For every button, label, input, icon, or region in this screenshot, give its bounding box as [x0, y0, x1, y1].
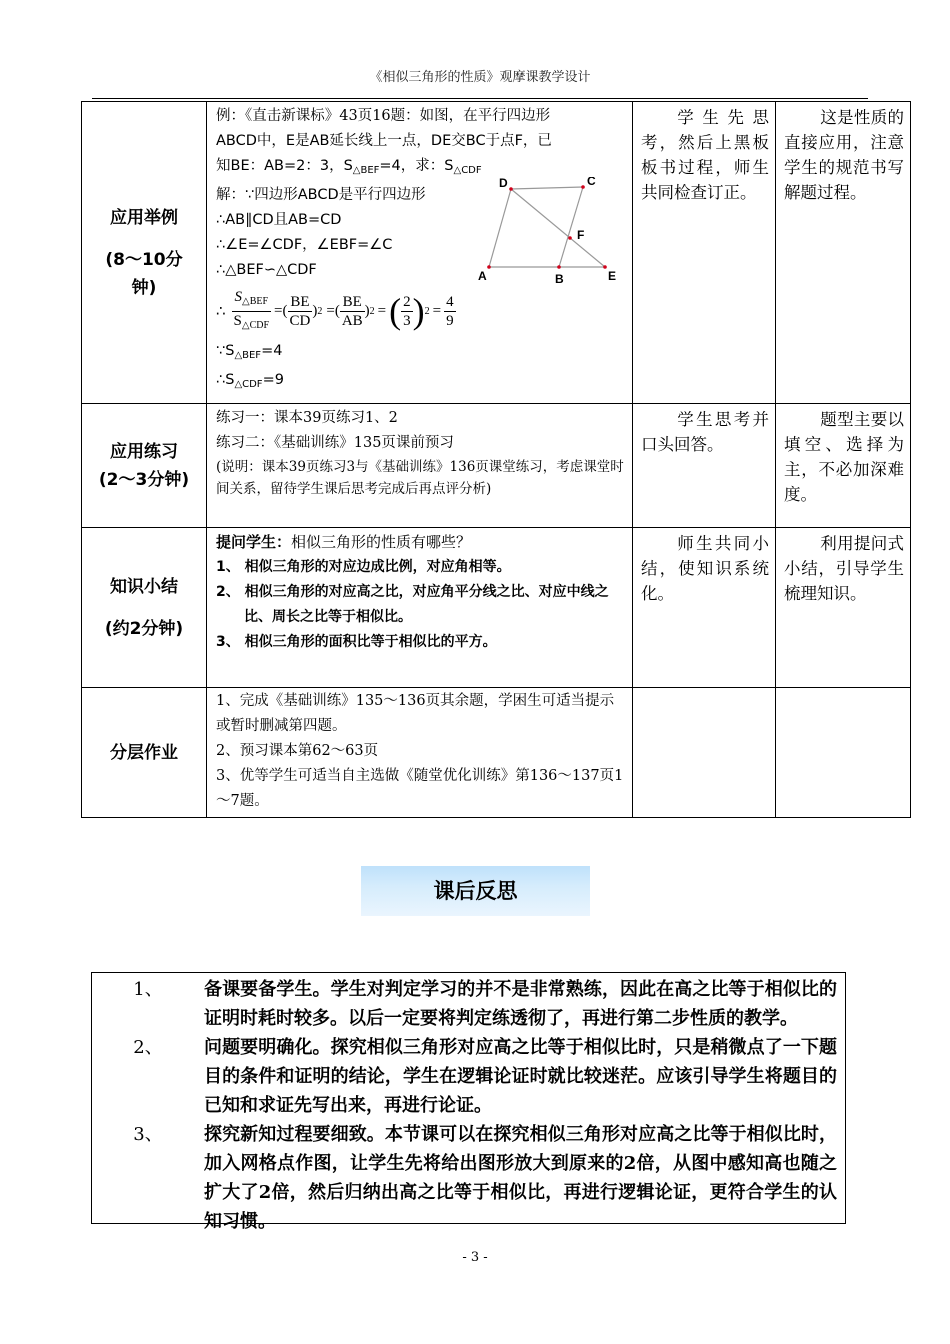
homework-intent	[776, 688, 911, 818]
summary-label-cell	[82, 528, 207, 688]
homework-label-cell	[82, 688, 207, 818]
answer-area: $\therefore S_{\triangle CDF}=9$	[216, 372, 284, 390]
homework-content-cell	[207, 688, 633, 818]
reflection-item	[92, 1033, 837, 1120]
homework-line-1: 1、完成《基础训练》135～136页其余题，学困生可适当提示或暂时删减第四题。	[216, 693, 615, 734]
example-label: 应用举例	[110, 207, 178, 228]
reflection-number: 1、	[133, 979, 163, 1000]
problem-line-1: 例：《直击新课标》43页16题：如图，在平行四边形	[216, 108, 551, 124]
homework-activity	[633, 688, 776, 818]
area-ratio-fraction: $\frac{S_{\triangle BEF}}{S_{\triangle CDF}}$	[233, 288, 270, 331]
solution-line-1: 解：∵四边形ABCD是平行四边形	[216, 187, 426, 203]
ratio-equation: ∴ $\frac{S_{\triangle BEF}}{S_{\triangle CDF}}$ =( $\frac{BE}{CD}$ ) 2 =( $\frac{BE}{AB}$ ) 2 = ( $\frac{2}{3}$ ) 2 = $\frac{4}{9}$	[216, 283, 632, 339]
table-row-example	[82, 102, 911, 404]
example-activity: 学生先思考，然后上黑板板书过程，师生共同检查订正。	[633, 102, 776, 404]
label-a: A	[478, 269, 487, 283]
solution-line-3: ∴∠E=∠CDF，∠EBF=∠C	[216, 237, 393, 253]
example-content-cell	[207, 102, 633, 404]
list-item: 1、 相似三角形的对应边成比例，对应角相等。	[216, 559, 511, 575]
table-row-practice	[82, 404, 911, 528]
solution-line-2: ∴AB∥CD且AB=CD	[216, 212, 342, 228]
problem-line-2: ABCD中，E是AB延长线上一点，DE交BC于点F，已	[216, 133, 552, 149]
point-c	[581, 185, 585, 189]
reflection-banner: 课后反思	[361, 866, 590, 916]
summary-activity: 师生共同小结，使知识系统化。	[633, 528, 776, 688]
be-ab-fraction: $\frac{BE}{AB}$	[341, 293, 363, 329]
example-duration-cont: 钟)	[131, 277, 157, 298]
edge-cd	[511, 187, 583, 189]
table-row-homework	[82, 688, 911, 818]
page-header: 《相似三角形的性质》观摩课教学设计	[369, 70, 591, 85]
reflection-text: 探究新知过程要细致。本节课可以在探究相似三角形对应高之比等于相似比时，加入网格点作图，让学生先将给出图形放大到原来的2倍，从图中感知高也随之扩大了2倍，然后归纳出高之比等于相似比，再进行逻辑论证，更符合学生的认知习惯。	[204, 1124, 837, 1232]
practice-line-1: 练习一：课本39页练习1、2	[216, 410, 398, 426]
example-duration: (8～10分	[105, 249, 183, 270]
point-a	[487, 265, 491, 269]
problem-line-3: 知BE：AB=2：3，$S_{\triangle BEF}=4$，求：$S_{\triangle CDF}$	[216, 158, 482, 176]
reflection-number: 2、	[133, 1037, 163, 1058]
solution-line-4: ∴△BEF∽△CDF	[216, 262, 317, 278]
edge-bc	[559, 187, 583, 267]
practice-note: (说明：课本39页练习3与《基础训练》136页课堂练习，考虑课堂时间关系，留待学生课后思考完成后再点评分析)	[216, 459, 624, 497]
table-row-summary	[82, 528, 911, 688]
four-ninths-fraction: $\frac{4}{9}$	[446, 293, 454, 329]
summary-question: 提问学生：相似三角形的性质有哪些？	[216, 533, 472, 551]
point-f	[568, 236, 572, 240]
edge-da	[489, 189, 511, 267]
reflection-item	[92, 975, 837, 1033]
parallelogram-figure	[477, 177, 627, 287]
summary-content-cell	[207, 528, 633, 688]
summary-intent: 利用提问式小结，引导学生梳理知识。	[776, 528, 911, 688]
homework-label: 分层作业	[110, 742, 178, 763]
practice-line-2: 练习二：《基础训练》135页课前预习	[216, 435, 454, 451]
practice-label-cell	[82, 404, 207, 528]
practice-content-cell	[207, 404, 633, 528]
segment-de	[511, 189, 605, 267]
reflection-text: 问题要明确化。探究相似三角形对应高之比等于相似比时，只是稍微点了一下题目的条件和证明的结论，学生在逻辑论证时就比较迷茫。应该引导学生将题目的已知和求证先写出来，再进行论证。	[204, 1037, 837, 1116]
example-intent: 这是性质的直接应用，注意学生的规范书写解题过程。	[776, 102, 911, 404]
label-f: F	[577, 228, 585, 242]
summary-list	[216, 555, 626, 655]
reflection-number: 3、	[133, 1124, 163, 1145]
point-b	[557, 265, 561, 269]
label-d: D	[499, 177, 508, 190]
given-area: $\because S_{\triangle BEF}=4$	[216, 343, 283, 361]
two-thirds-fraction: $\frac{2}{3}$	[403, 293, 411, 329]
practice-intent: 题型主要以填空、选择为主，不必加深难度。	[776, 404, 911, 528]
header-rule	[92, 98, 868, 99]
reflection-item	[92, 1120, 837, 1236]
point-e	[603, 265, 607, 269]
homework-line-3: 3、优等学生可适当自主选做《随堂优化训练》第136～137页1～7题。	[216, 768, 624, 809]
practice-duration: (2～3分钟)	[98, 469, 190, 490]
point-d	[509, 187, 513, 191]
practice-label: 应用练习	[110, 441, 178, 462]
list-item: 3、 相似三角形的面积比等于相似比的平方。	[216, 634, 497, 650]
example-label-cell	[82, 102, 207, 404]
label-c: C	[587, 177, 596, 188]
reflection-text: 备课要备学生。学生对判定学习的并不是非常熟练，因此在高之比等于相似比的证明时耗时较多。以后一定要将判定练透彻了，再进行第二步性质的教学。	[204, 979, 837, 1029]
lesson-plan-table	[81, 101, 911, 818]
summary-duration: (约2分钟)	[104, 618, 184, 639]
practice-activity: 学生思考并口头回答。	[633, 404, 776, 528]
be-cd-fraction: $\frac{BE}{CD}$	[289, 293, 311, 329]
homework-line-2: 2、预习课本第62～63页	[216, 743, 379, 759]
label-e: E	[608, 269, 617, 283]
label-b: B	[555, 272, 564, 286]
page-number: - 3 -	[462, 1250, 488, 1265]
summary-label: 知识小结	[110, 576, 178, 597]
list-item: 2、 相似三角形的对应高之比，对应角平分线之比、对应中线之比、周长之比等于相似比。	[216, 584, 609, 625]
reflection-box	[91, 972, 846, 1232]
